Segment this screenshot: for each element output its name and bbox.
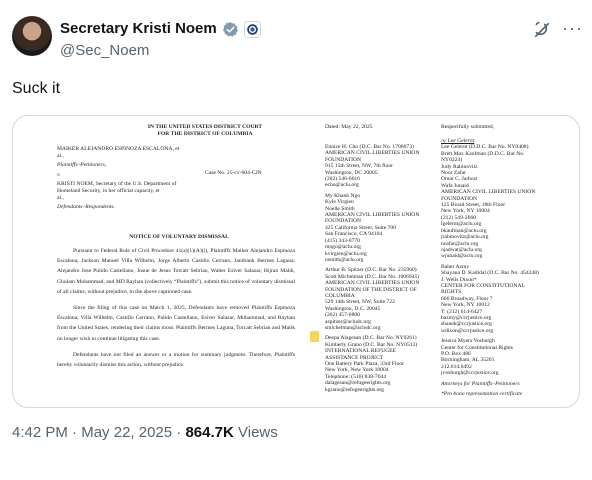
counsel-line: AMERICAN CIVIL LIBERTIES UNION: [325, 280, 420, 287]
counsel-line: CENTER FOR CONSTITUTIONAL: [441, 282, 525, 289]
counsel-line: jrabinovitz@aclu.org: [441, 234, 489, 241]
counsel-line: NY0224): [441, 157, 463, 164]
counsel-line: COLUMBIA: [325, 292, 355, 299]
case-number: Case No. 25-cv-604-CJN: [205, 170, 262, 176]
counsel-line: kvirgien@aclu.org: [325, 250, 367, 257]
counsel-line: My Khanh Ngo: [325, 192, 361, 199]
caption-line: KRISTI NOEM, Secretary of the U.S. Department of: [57, 180, 177, 187]
counsel-line: Arthur B. Spitzer (D.C. Bar No. 235960): [325, 267, 417, 274]
counsel-line: AMERICAN CIVIL LIBERTIES UNION: [441, 189, 536, 196]
counsel-line: Baher Azmy: [441, 263, 470, 270]
counsel-line: J. Wells Dixon*: [441, 276, 477, 283]
counsel-line: Jessica Myers Vosburgh: [441, 338, 495, 345]
counsel-line: (202) 546-6616: [325, 176, 360, 183]
affiliate-seal-icon[interactable]: [244, 21, 261, 38]
counsel-line: Lee Gelernt (D.D.C. Bar No. NY0408): [441, 144, 529, 151]
counsel-line: shanek@ccrjustice.org: [441, 321, 492, 328]
avatar[interactable]: [12, 16, 52, 56]
counsel-line: Judy Rabinovitz: [441, 163, 478, 170]
tweet-timestamp: [12, 424, 278, 441]
counsel-line: INTERNATIONAL REFUGEE: [325, 348, 397, 355]
counsel-line: Brett Max Kaufman (D.D.C. Bar No.: [441, 150, 525, 157]
counsel-line: AMERICAN CIVIL LIBERTIES UNION: [325, 150, 420, 157]
document-page-left: [29, 116, 299, 407]
respectfully-line: Respectfully submitted,: [441, 124, 495, 130]
counsel-line: ASSISTANCE PROJECT: [325, 354, 384, 361]
views-count: 864.7K: [185, 424, 234, 441]
counsel-line: RIGHTS: [441, 289, 462, 296]
counsel-block-left: [325, 144, 445, 393]
counsel-line: Scott Michelman (D.C. Bar No. 1006945): [325, 273, 420, 280]
counsel-line: One Battery Park Plaza, 33rd Floor: [325, 361, 404, 367]
date-link[interactable]: May 22, 2025: [81, 424, 173, 441]
counsel-line: 666 Broadway, Floor 7: [441, 295, 493, 302]
counsel-line: *Pro bono representation certificate: [441, 391, 523, 398]
counsel-line: nzafar@aclu.org: [441, 240, 479, 247]
time-link[interactable]: 4:42 PM: [12, 424, 68, 441]
counsel-line: ojadwat@aclu.org: [441, 246, 482, 253]
counsel-line: New York, NY 10004: [441, 208, 490, 215]
counsel-line: jvosburgh@ccrjustice.org: [441, 370, 499, 377]
counsel-line: Center for Constitutional Rights: [441, 344, 513, 351]
more-icon[interactable]: ···: [562, 18, 583, 38]
counsel-line: San Francisco, CA 94104: [325, 231, 383, 238]
counsel-line: (212) 549-2660: [441, 214, 476, 221]
body-paragraph: Pursuant to Federal Rule of Civil Procedure 41(a)(1)(A)(i), Plaintiffs Maiker Alejandro Espinoza Escalona, Jackson Manuel Villa Wilhelm, Jorge Alberto Castillo Cerrano, Jandrank Betrnes Laguna, Alejandro Jose Pulido Castellano, Josue de Jesus Torcatt Sebrian, Walter Esiver Salazar, Hijran Malik, Ghulam Muhammad, and MD Rayhan (collectively “Plaintiffs”), submit this notice of voluntary dismissal of all claims, without prejudice, in the above captioned case.: [57, 248, 295, 295]
counsel-line: T: (212) 614-6427: [441, 308, 483, 315]
counsel-line: FOUNDATION: [325, 156, 362, 163]
body-paragraph: Since the filing of this case on March 1, 2025, Defendants have removed Plaintiffs Espinoza Escalona, Villa Wilhelm, Castillo Cerrano, Pulido Castellano, Esiver Salazar, Muhammad, and Rayhan from the United States, rendering their claims moot. Plaintiffs Betrnes Laguna, Torcatt Sebrian and Malik no longer wish to continue litigating this case.: [57, 305, 295, 342]
counsel-line: P.O. Box 486: [441, 351, 471, 357]
counsel-line: Kyle Virgien: [325, 199, 354, 206]
views-label: Views: [233, 424, 278, 441]
counsel-block-right: [441, 138, 571, 397]
separator: ·: [172, 424, 186, 441]
caption-line: al.,: [57, 195, 64, 202]
counsel-line: Kimberly Grano (D.C. Bar No. NY0512): [325, 341, 418, 348]
dated-line: Dated: May 22, 2025: [325, 124, 373, 130]
author-handle[interactable]: @Sec_Noem: [60, 42, 150, 59]
counsel-line: (415) 343-0770: [325, 237, 360, 244]
separator: ·: [67, 424, 82, 441]
caption-line: Defendants–Respondents.: [57, 204, 115, 211]
caption-line: Plaintiffs–Petitioners,: [57, 162, 107, 169]
counsel-line: 125 Broad Street, 18th Floor: [441, 202, 506, 209]
counsel-line: Noor Zafar: [441, 170, 467, 177]
counsel-line: 425 California Street, Suite 700: [325, 224, 396, 231]
counsel-line: Attorneys for Plaintiffs–Petitioners: [441, 380, 520, 387]
counsel-line: Deepa Alagesan (D.C. Bar No. NY0261): [325, 335, 417, 342]
counsel-line: Eunice H. Cho (D.C. Bar No. 1708073): [325, 144, 414, 150]
counsel-line: New York, New York 10004: [325, 367, 389, 374]
counsel-line: wdixon@ccrjustice.org: [441, 327, 494, 334]
counsel-line: nsmith@aclu.org: [325, 256, 364, 263]
counsel-line: FOUNDATION: [325, 218, 362, 225]
counsel-line: FOUNDATION OF THE DISTRICT OF: [325, 286, 417, 293]
counsel-line: Telephone: (516) 838-7044: [325, 373, 387, 380]
counsel-line: bazmy@ccrjustice.org: [441, 314, 492, 321]
counsel-line: New York, NY 10012: [441, 302, 490, 309]
counsel-line: mngo@aclu.org: [325, 244, 361, 251]
counsel-line: 212.614.6492: [441, 363, 472, 370]
counsel-line: 529 14th Street, NW, Suite 722: [325, 299, 395, 306]
counsel-line: Washington, D.C. 20045: [325, 305, 381, 312]
counsel-line: Wafa Junaid: [441, 182, 469, 189]
document-page-right: [315, 116, 579, 407]
counsel-line: AMERICAN CIVIL LIBERTIES UNION: [325, 212, 420, 219]
counsel-line: 915 15th Street, NW, 7th floor: [325, 163, 393, 170]
caption-line: Homeland Security, in her official capacity, et: [57, 188, 160, 195]
counsel-line: aspitzer@acludc.org: [325, 318, 371, 325]
counsel-line: Birmingham, AL 35201: [441, 357, 495, 364]
signature-line: /s/ Lee Gelernt: [441, 138, 475, 144]
notice-title: NOTICE OF VOLUNTARY DISMISSAL: [129, 234, 229, 240]
verified-badge-icon[interactable]: [222, 21, 239, 38]
court-header-line: IN THE UNITED STATES DISTRICT COURT: [147, 124, 263, 130]
body-paragraph: Defendants have not filed an answer or a motion for summary judgment. Therefore, Plaintiffs hereby voluntarily dismiss this action, without prejudice.: [57, 351, 295, 369]
grok-icon[interactable]: [532, 20, 552, 40]
counsel-line: (202) 457-0800: [325, 312, 360, 319]
tweet-text: Suck it: [12, 80, 61, 97]
counsel-line: Noelle Smith: [325, 205, 355, 212]
counsel-line: lgelernt@aclu.org: [441, 221, 482, 228]
counsel-line: Shayana D. Kadidal (D.C. Bar No. 454248): [441, 270, 539, 277]
author-name[interactable]: Secretary Kristi Noem: [60, 20, 217, 37]
counsel-line: smichelman@acludc.org: [325, 324, 381, 331]
counsel-line: Washington, DC 20005: [325, 169, 378, 176]
caption-line: MAIKER ALEJANDRO ESPINOZA ESCALONA, et: [57, 146, 180, 152]
attached-image[interactable]: [12, 115, 580, 408]
counsel-line: Omar C. Jadwat: [441, 176, 478, 183]
counsel-line: echo@aclu.org: [325, 182, 359, 189]
caption-line: al.,: [57, 153, 64, 160]
counsel-line: dalagesan@refugeerights.org: [325, 380, 391, 387]
counsel-line: wjunaid@aclu.org: [441, 253, 483, 260]
court-header-line: FOR THE DISTRICT OF COLUMBIA: [157, 131, 253, 138]
counsel-line: bkaufman@aclu.org: [441, 227, 487, 234]
counsel-line: kgrano@refugeerights.org: [325, 386, 384, 393]
caption-line: v.: [57, 171, 61, 178]
counsel-line: FOUNDATION: [441, 195, 478, 202]
